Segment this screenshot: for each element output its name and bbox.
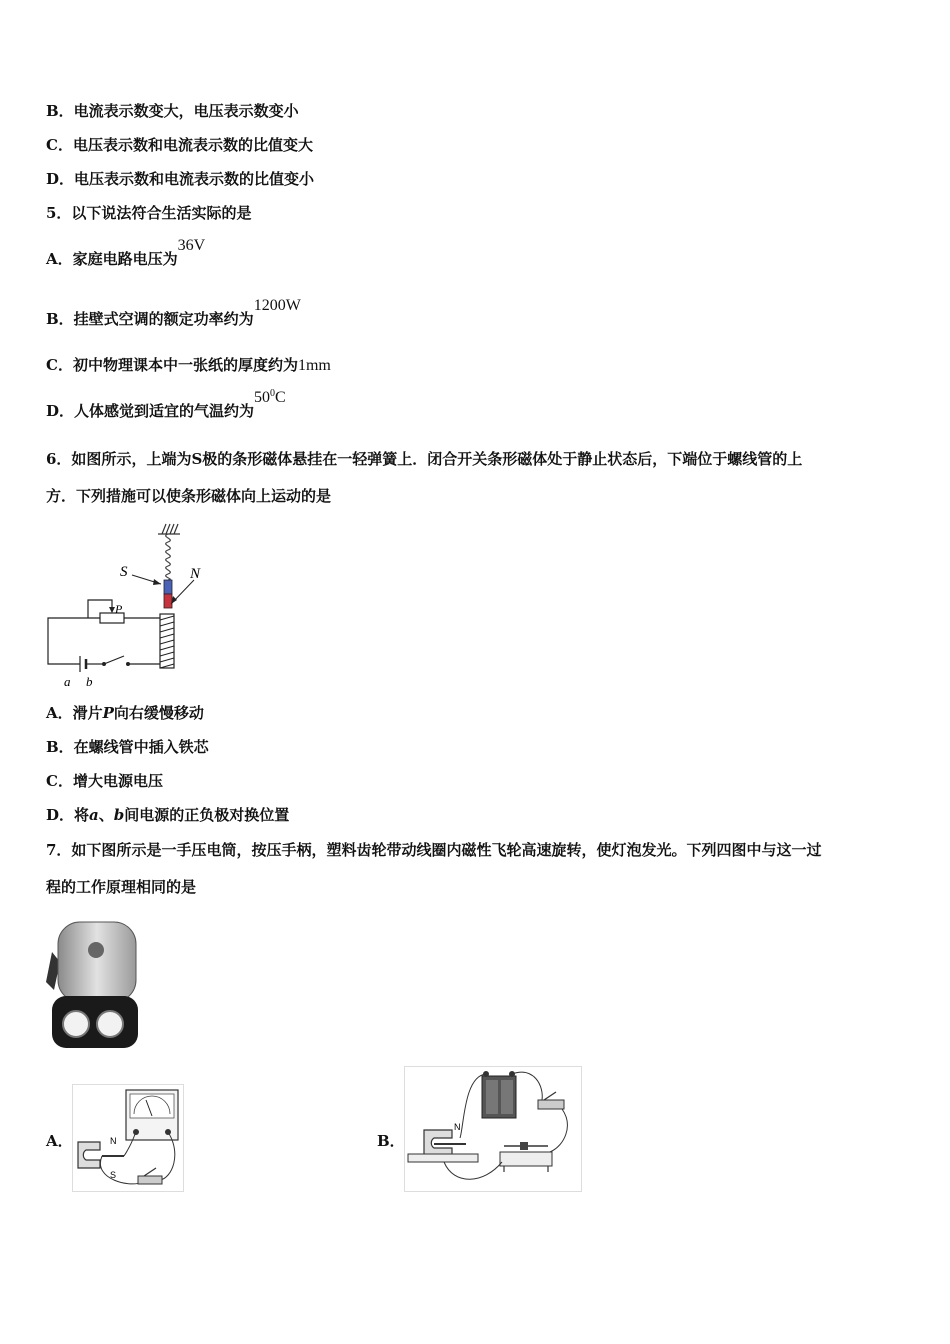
q5-option-c-text: C．初中物理课本中一张纸的厚度约为	[46, 356, 298, 374]
q6-option-d-pre: D．将	[46, 806, 90, 824]
bar-magnet-bottom	[164, 594, 172, 608]
fig-b-label-n: N	[454, 1122, 461, 1132]
label-p: P	[115, 602, 123, 616]
flashlight-body	[58, 922, 136, 1002]
q7-option-b-figure	[404, 1066, 582, 1192]
ceiling-hatch	[158, 524, 180, 534]
spring	[166, 534, 171, 580]
circuit-wire	[48, 618, 100, 664]
q4-option-b: B．电流表示数变大，电压表示数变小	[46, 102, 299, 120]
q7-option-a-label: A．	[46, 1132, 73, 1150]
q6-option-d-sep: 、	[98, 806, 114, 824]
q5-option-b-text: B．挂壁式空调的额定功率约为	[46, 310, 254, 328]
q6-option-d	[46, 805, 289, 825]
q6-option-a	[46, 703, 204, 723]
q6-option-d-a: a	[89, 806, 99, 824]
q5-option-d-degree: 0	[270, 388, 276, 399]
solenoid-coils	[160, 616, 174, 668]
q7-option-b-label: B．	[377, 1132, 405, 1150]
label-b: b	[86, 674, 93, 689]
q6-option-a-post: 向右缓慢移动	[113, 704, 204, 722]
q7-stem-line1: 7．如下图所示是一手压电筒，按压手柄，塑料齿轮带动线圈内磁性飞轮高速旋转，使灯泡发光。下列四图中与这一过	[46, 841, 822, 859]
rail-base	[408, 1154, 478, 1162]
q6-option-a-var: P	[102, 704, 114, 722]
bar-magnet-top	[164, 580, 172, 594]
q7-stem-line2: 程的工作原理相同的是	[46, 878, 197, 896]
q5-option-c-value: 1mm	[297, 357, 331, 374]
q4-option-d: D．电压表示数和电流表示数的比值变小	[46, 170, 315, 188]
q5-option-b-value: 1200W	[253, 297, 301, 314]
switch-b	[538, 1100, 564, 1109]
q5-option-c	[46, 355, 331, 376]
q6-circuit-figure	[40, 520, 220, 692]
q4-option-c: C．电压表示数和电流表示数的比值变大	[46, 136, 313, 154]
fig-a-label-s: S	[110, 1170, 117, 1180]
q5-option-d-text: D．人体感觉到适宜的气温约为	[46, 402, 255, 420]
fig-a-label-n: N	[110, 1136, 117, 1146]
q5-option-a	[46, 237, 206, 270]
q5-option-d	[46, 388, 286, 424]
q7-option-a-figure	[72, 1084, 184, 1192]
flashlight-lens-right	[97, 1011, 123, 1037]
q5-option-a-value: 36V	[177, 237, 206, 254]
q6-option-a-pre: A．滑片	[46, 704, 103, 722]
switch	[104, 656, 124, 664]
q6-option-c: C．增大电源电压	[46, 772, 163, 790]
q6-option-b: B．在螺线管中插入铁芯	[46, 738, 209, 756]
q6-option-d-post: 间电源的正负极对换位置	[124, 806, 290, 824]
label-n: N	[190, 566, 201, 582]
q5-option-a-text: A．家庭电路电压为	[46, 250, 178, 268]
hand-flashlight-image	[44, 912, 142, 1052]
q5-stem: 5．以下说法符合生活实际的是	[46, 204, 252, 222]
q5-option-b	[46, 297, 301, 330]
rheostat-b	[500, 1152, 552, 1166]
q5-option-d-number: 50	[254, 389, 271, 406]
q6-stem-line1: 6．如图所示，上端为S极的条形磁体悬挂在一轻弹簧上．闭合开关条形磁体处于静止状态后，下端位于螺线管的上	[46, 450, 803, 468]
q6-option-d-b: b	[113, 806, 125, 824]
switch-a	[138, 1176, 162, 1184]
q6-stem-line2: 方．下列措施可以使条形磁体向上运动的是	[46, 487, 332, 505]
label-s: S	[120, 564, 128, 580]
q5-option-d-unit: C	[275, 389, 286, 406]
flashlight-logo	[88, 942, 104, 958]
label-a: a	[64, 674, 71, 689]
flashlight-lens-left	[63, 1011, 89, 1037]
